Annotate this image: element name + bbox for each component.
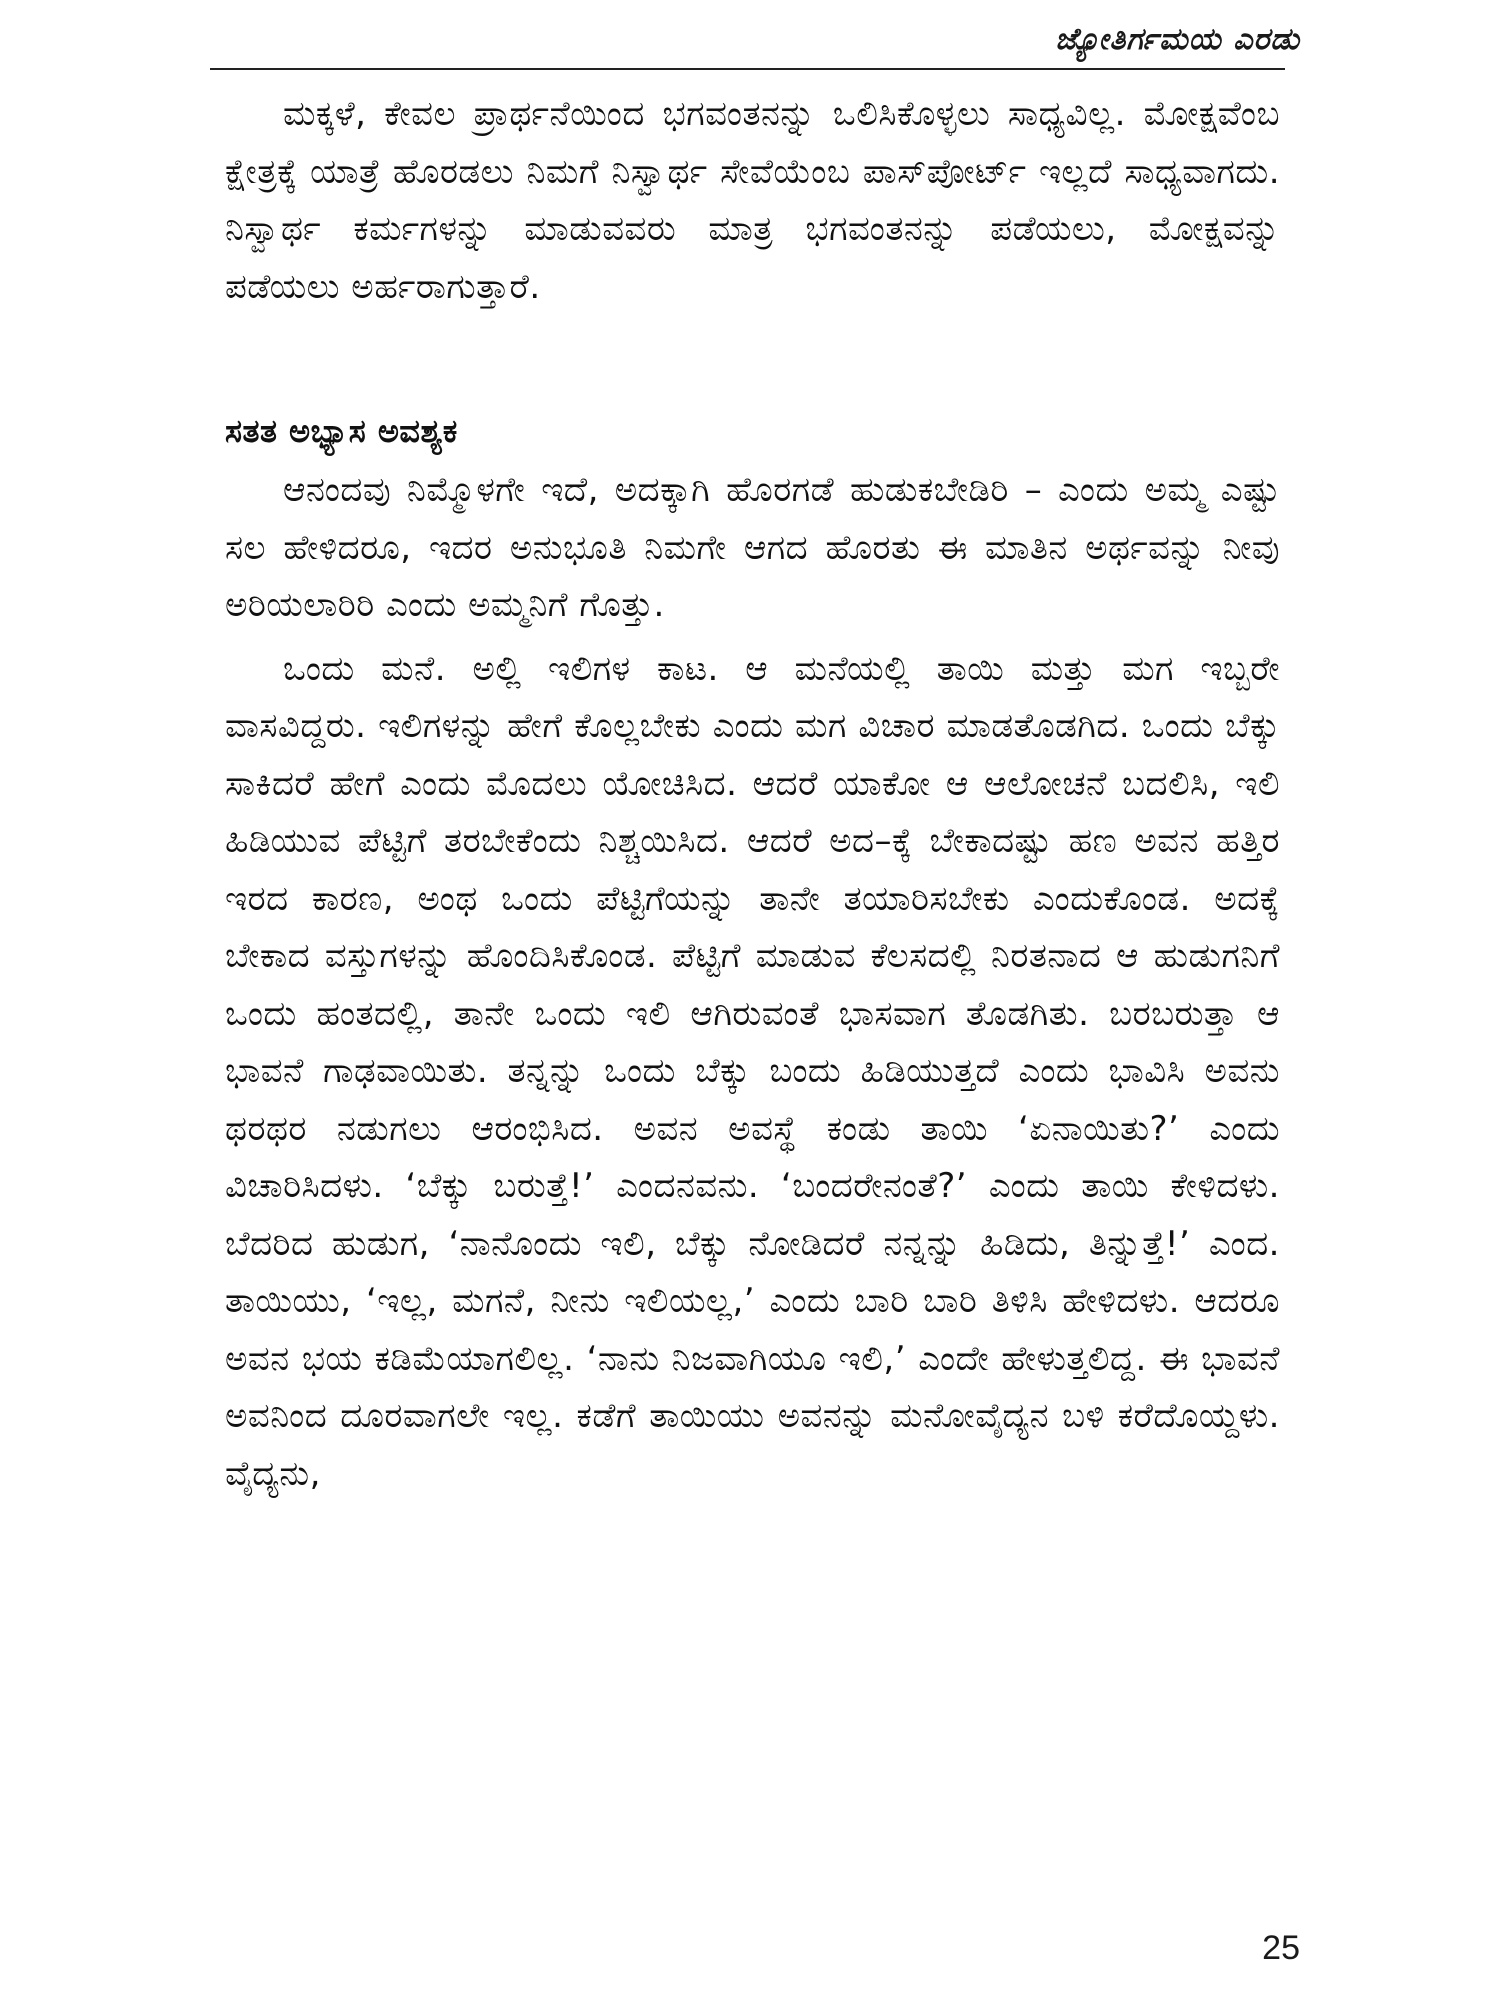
paragraph-2: ಒಂದು ಮನೆ. ಅಲ್ಲಿ ಇಲಿಗಳ ಕಾಟ. ಆ ಮನೆಯಲ್ಲಿ ತಾಯಿ ಮತ್ತು ಮಗ ಇಬ್ಬರೇ ವಾಸವಿದ್ದರು. ಇಲಿಗಳನ್ನು ಹೇಗೆ ಕೊಲ್ಲಬೇಕು ಎಂದು ಮಗ ವಿಚಾರ ಮಾಡತೊಡಗಿದ. ಒಂದು ಬೆಕ್ಕು ಸಾಕಿದರೆ ಹೇಗೆ ಎಂದು ಮೊದಲು ಯೋಚಿಸಿದ. ಆದರೆ ಯಾಕೋ ಆ ಆಲೋಚನೆ ಬದಲಿಸಿ, ಇಲಿ ಹಿಡಿಯುವ ಪೆಟ್ಟಿಗೆ ತರಬೇಕೆಂದು ನಿಶ್ಚಯಿಸಿದ. ಆದರೆ ಅದ–ಕ್ಕೆ ಬೇಕಾದಷ್ಟು ಹಣ ಅವನ ಹತ್ತಿರ ಇರದ ಕಾರಣ, ಅಂಥ ಒಂದು ಪೆಟ್ಟಿಗೆಯನ್ನು ತಾನೇ ತಯಾರಿಸಬೇಕು ಎಂದುಕೊಂಡ. ಅದಕ್ಕೆ ಬೇಕಾದ ವಸ್ತುಗಳನ್ನು ಹೊಂದಿಸಿಕೊಂಡ. ಪೆಟ್ಟಿಗೆ ಮಾಡುವ ಕೆಲಸದಲ್ಲಿ ನಿರತನಾದ ಆ ಹುಡುಗನಿಗೆ ಒಂದು ಹಂತದಲ್ಲಿ, ತಾನೇ ಒಂದು ಇಲಿ ಆಗಿರುವಂತೆ ಭಾಸವಾಗ ತೊಡಗಿತು. ಬರಬರುತ್ತಾ ಆ ಭಾವನೆ ಗಾಢವಾಯಿತು. ತನ್ನನ್ನು ಒಂದು ಬೆಕ್ಕು ಬಂದು ಹಿಡಿಯುತ್ತದೆ ಎಂದು ಭಾವಿಸಿ ಅವನು ಥರಥರ ನಡುಗಲು ಆರಂಭಿಸಿದ. ಅವನ ಅವಸ್ಥೆ ಕಂಡು ತಾಯಿ ‘ಏನಾಯಿತು?’ ಎಂದು ವಿಚಾರಿಸಿದಳು. ‘ಬೆಕ್ಕು ಬರುತ್ತೆ!’ ಎಂದನವನು. ‘ಬಂದರೇನಂತೆ?’ ಎಂದು ತಾಯಿ ಕೇಳಿದಳು. ಬೆದರಿದ ಹುಡುಗ, ‘ನಾನೊಂದು ಇಲಿ, ಬೆಕ್ಕು ನೋಡಿದರೆ ನನ್ನನ್ನು ಹಿಡಿದು, ತಿನ್ನುತ್ತೆ!’ ಎಂದ. ತಾಯಿಯು, ‘ಇಲ್ಲ, ಮಗನೆ, ನೀನು ಇಲಿಯಲ್ಲ,’ ಎಂದು ಬಾರಿ ಬಾರಿ ತಿಳಿಸಿ ಹೇಳಿದಳು. ಆದರೂ ಅವನ ಭಯ ಕಡಿಮೆಯಾಗಲಿಲ್ಲ. ‘ನಾನು ನಿಜವಾಗಿಯೂ ಇಲಿ,’ ಎಂದೇ ಹೇಳುತ್ತಲಿದ್ದ. ಈ ಭಾವನೆ ಅವನಿಂದ ದೂರವಾಗಲೇ ಇಲ್ಲ. ಕಡೆಗೆ ತಾಯಿಯು ಅವನನ್ನು ಮನೋವೈದ್ಯನ ಬಳಿ ಕರೆದೊಯ್ದಳು. ವೈದ್ಯನು,	[225, 648, 1280, 1494]
page-number: 25	[1262, 1929, 1300, 1967]
header-rule	[210, 68, 1285, 70]
section-heading: ಸತತ ಅಭ್ಯಾಸ ಅವಶ್ಯಕ	[225, 412, 458, 450]
paragraph-1: ಆನಂದವು ನಿಮ್ಮೊಳಗೇ ಇದೆ, ಅದಕ್ಕಾಗಿ ಹೊರಗಡೆ ಹುಡುಕಬೇಡಿರಿ – ಎಂದು ಅಮ್ಮ ಎಷ್ಟು ಸಲ ಹೇಳಿದರೂ, ಇದರ ಅನುಭೂತಿ ನಿಮಗೇ ಆಗದ ಹೊರತು ಈ ಮಾತಿನ ಅರ್ಥವನ್ನು ನೀವು ಅರಿಯಲಾರಿರಿ ಎಂದು ಅಮ್ಮನಿಗೆ ಗೊತ್ತು.	[225, 470, 1280, 625]
running-header-title: ಜ್ಯೋತಿರ್ಗಮಯ ಎರಡು	[1055, 22, 1300, 57]
page-body	[225, 86, 1280, 1503]
intro-paragraph: ಮಕ್ಕಳೆ, ಕೇವಲ ಪ್ರಾರ್ಥನೆಯಿಂದ ಭಗವಂತನನ್ನು ಒಲಿಸಿಕೊಳ್ಳಲು ಸಾಧ್ಯವಿಲ್ಲ. ಮೋಕ್ಷವೆಂಬ ಕ್ಷೇತ್ರಕ್ಕೆ ಯಾತ್ರೆ ಹೊರಡಲು ನಿಮಗೆ ನಿಸ್ವಾರ್ಥ ಸೇವೆಯೆಂಬ ಪಾಸ್‌ಪೋರ್ಟ್ ಇಲ್ಲದೆ ಸಾಧ್ಯವಾಗದು. ನಿಸ್ವಾರ್ಥ ಕರ್ಮಗಳನ್ನು ಮಾಡುವವರು ಮಾತ್ರ ಭಗವಂತನನ್ನು ಪಡೆಯಲು, ಮೋಕ್ಷವನ್ನು ಪಡೆಯಲು ಅರ್ಹರಾಗುತ್ತಾರೆ.	[225, 94, 1280, 307]
